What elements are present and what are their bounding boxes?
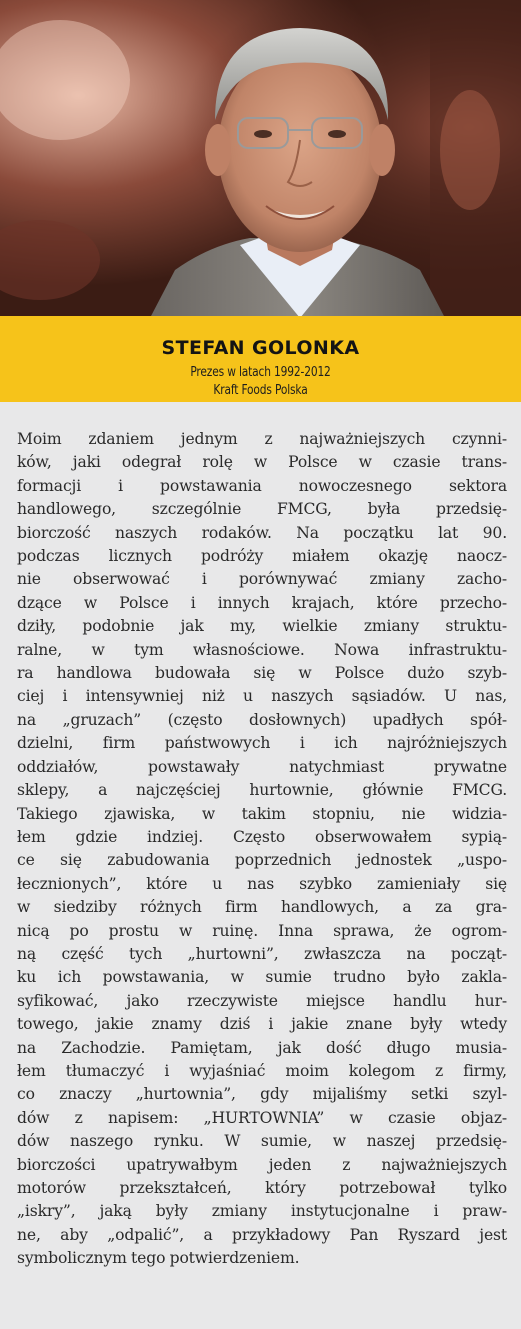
quote-line: dzące w Polsce i innych krajach, które przecho-	[17, 593, 507, 612]
quote-line: formacji i powstawania nowoczesnego sektora	[17, 476, 507, 495]
quote-line: oddziałów, powstawały natychmiast prywatne	[17, 757, 507, 776]
quote-line: na Zachodzie. Pamiętam, jak dość długo musia-	[17, 1038, 507, 1057]
quote-line: handlowego, szczególnie FMCG, była przedsię-	[17, 500, 507, 519]
quote-line: biorczości upatrywałbym jeden z najważniejszych	[17, 1155, 507, 1174]
quote-line: ciej i intensywniej niż u naszych sąsiadów. U nas,	[17, 687, 507, 706]
quote-line: ną część tych „hurtowni”, zwłaszcza na począt-	[17, 944, 507, 963]
quote-line: łecznionych”, które u nas szybko zamieniały się	[17, 874, 507, 893]
person-company: Kraft Foods Polska	[213, 383, 308, 398]
quote-line: ce się zabudowania poprzednich jednostek „uspo-	[17, 851, 507, 870]
quote-line: dzielni, firm państwowych i ich najróżniejszych	[17, 734, 507, 753]
name-band	[0, 316, 521, 402]
quote-text	[17, 428, 507, 1271]
quote-box	[0, 402, 521, 1329]
person-name: STEFAN GOLONKA	[161, 337, 360, 359]
quote-line: co znaczy „hurtownia”, gdy mijaliśmy setki szyl-	[17, 1085, 507, 1104]
quote-line: podczas licznych podróży miałem okazję naocz-	[17, 547, 507, 566]
quote-line: Moim zdaniem jednym z najważniejszych czynni-	[17, 430, 507, 448]
quote-line: na „gruzach” (często dosłownych) upadłych spół-	[17, 710, 507, 729]
quote-line: motorów przekształceń, który potrzebował tylko	[17, 1179, 507, 1197]
portrait-photo	[0, 0, 521, 318]
quote-line: symbolicznym tego potwierdzeniem.	[17, 1249, 300, 1268]
quote-line: dów naszego rynku. W sumie, w naszej przedsię-	[17, 1132, 507, 1151]
quote-line: dów z napisem: „HURTOWNIA” w czasie objaz-	[17, 1108, 507, 1127]
quote-line: ków, jaki odegrał rolę w Polsce w czasie trans-	[17, 453, 507, 472]
quote-line: Takiego zjawiska, w takim stopniu, nie widzia-	[17, 804, 507, 823]
quote-line: łem gdzie indziej. Często obserwowałem sypią-	[17, 827, 507, 846]
quote-line: biorczość naszych rodaków. Na początku lat 90.	[17, 523, 507, 542]
quote-line: „iskry”, jaką były zmiany instytucjonalne i praw-	[17, 1202, 507, 1221]
quote-line: ne, aby „odpalić”, a przykładowy Pan Ryszard jest	[17, 1225, 507, 1244]
quote-line: ralne, w tym własnościowe. Nowa infrastruktu-	[17, 640, 507, 659]
quote-line: nicą po prostu w ruinę. Inna sprawa, że ogrom-	[17, 921, 507, 940]
quote-line: ra handlowa budowała się w Polsce dużo szyb-	[17, 664, 507, 683]
quote-line: towego, jakie znamy dziś i jakie znane były wtedy	[17, 1015, 507, 1034]
person-role: Prezes w latach 1992-2012	[190, 365, 331, 380]
quote-line: dziły, podobnie jak my, wielkie zmiany struktu-	[17, 617, 507, 636]
quote-line: łem tłumaczyć i wyjaśniać moim kolegom z firmy,	[17, 1061, 507, 1080]
quote-line: w siedziby różnych firm handlowych, a za gra-	[17, 898, 507, 917]
quote-line: ku ich powstawania, w sumie trudno było zakla-	[17, 968, 507, 987]
quote-line: nie obserwować i porównywać zmiany zacho-	[17, 570, 507, 589]
quote-line: syfikować, jako rzeczywiste miejsce handlu hur-	[17, 991, 507, 1010]
quote-line: sklepy, a najczęściej hurtownie, głównie FMCG.	[17, 781, 507, 800]
